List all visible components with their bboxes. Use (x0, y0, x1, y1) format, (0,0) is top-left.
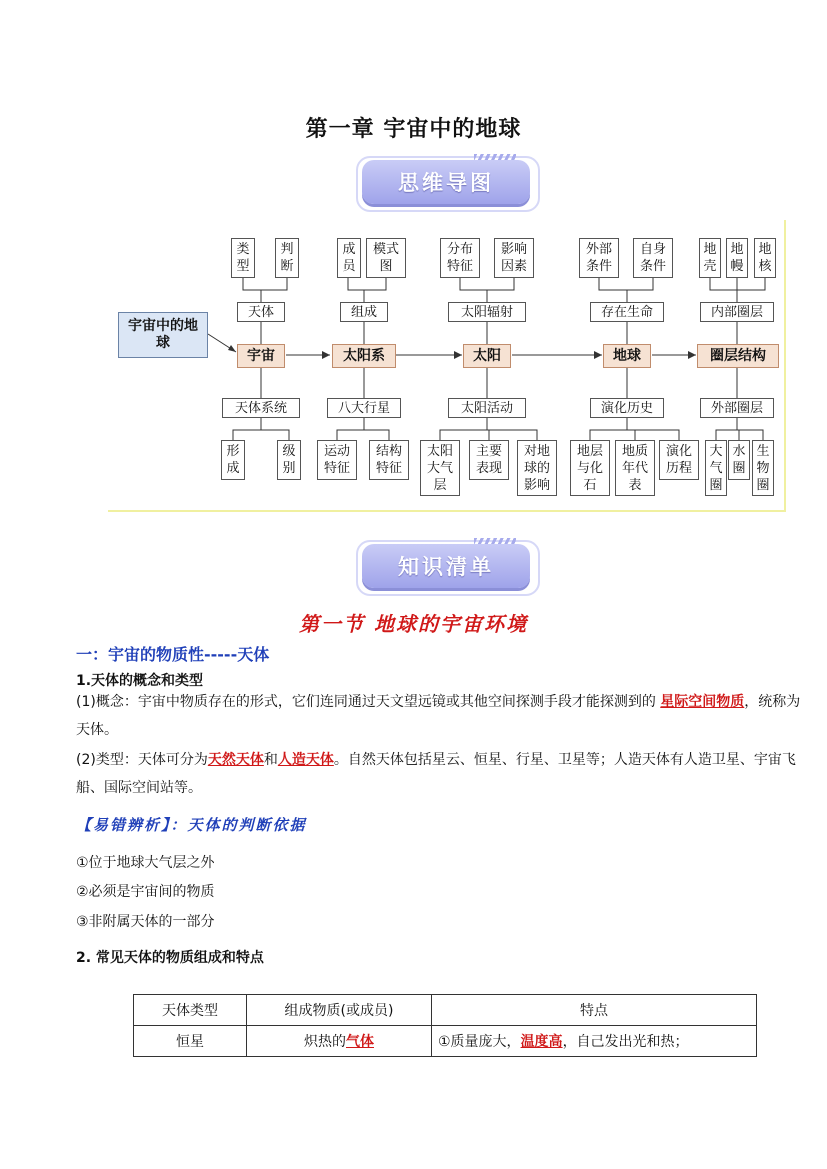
subheading-celestial-body: 1.天体的概念和类型 (76, 673, 204, 689)
cell-text: 炽热的 (304, 1034, 346, 1050)
types-paragraph (76, 746, 806, 802)
mid-node: 天体系统 (222, 398, 300, 418)
leaf-node: 地层 与化 石 (570, 440, 610, 496)
main-node-solar-system: 太阳系 (332, 344, 396, 368)
types-text: (2)类型：天体可分为 (76, 752, 208, 768)
leaf-node: 判 断 (275, 238, 299, 278)
mid-node: 内部圈层 (700, 302, 774, 322)
tip-title: 【易错辨析】：天体的判断依据 (76, 816, 307, 834)
leaf-node: 地质 年代 表 (615, 440, 655, 496)
mid-node: 组成 (340, 302, 388, 322)
criteria-item: ②必须是宇宙间的物质 (76, 884, 215, 900)
celestial-table (133, 994, 757, 1057)
concept-paragraph (76, 688, 806, 744)
section-title: 第一节 地球的宇宙环境 (299, 612, 528, 636)
leaf-node: 自身 条件 (633, 238, 673, 278)
leaf-node: 结构 特征 (369, 440, 409, 480)
leaf-node: 外部 条件 (579, 238, 619, 278)
concept-text: (1)概念：宇宙中物质存在的形式，它们连同通过天文望远镜或其他空间探测手段才能探测到的 (76, 694, 661, 710)
main-node-spheres: 圈层结构 (697, 344, 779, 368)
criteria-item: ①位于地球大气层之外 (76, 855, 215, 871)
cell-text: ①质量庞大， (438, 1034, 521, 1050)
table-cell (247, 1026, 432, 1057)
chapter-title: 第一章 宇宙中的地球 (305, 117, 522, 142)
mid-node: 天体 (237, 302, 285, 322)
leaf-node: 地 核 (754, 238, 776, 278)
leaf-node: 形 成 (221, 440, 245, 480)
mindmap-root: 宇宙中的地 球 (118, 312, 208, 358)
table-header: 天体类型 (134, 995, 247, 1026)
criteria-item: ③非附属天体的一部分 (76, 914, 215, 930)
main-node-earth: 地球 (603, 344, 651, 368)
leaf-node: 成 员 (337, 238, 361, 278)
cell-text: ，自己发出光和热； (562, 1034, 689, 1050)
leaf-node: 地 壳 (699, 238, 721, 278)
highlight-term: 温度高 (520, 1034, 563, 1050)
mindmap (0, 0, 827, 520)
leaf-node: 大 气 圈 (705, 440, 727, 496)
leaf-node: 模式 图 (366, 238, 406, 278)
leaf-node: 太阳 大气 层 (420, 440, 460, 496)
leaf-node: 地 幔 (726, 238, 748, 278)
subheading-composition: 2. 常见天体的物质组成和特点 (76, 950, 264, 966)
mid-node: 八大行星 (327, 398, 401, 418)
table-row (134, 1026, 757, 1057)
mid-node: 太阳辐射 (448, 302, 526, 322)
table-cell (432, 1026, 757, 1057)
highlight-term: 星际空间物质 (660, 694, 745, 710)
highlight-term: 气体 (346, 1034, 374, 1050)
mid-node: 演化历史 (590, 398, 664, 418)
types-text: 。自然天体包括星云、恒星、行星、卫星等；人造天体有人造卫星、宇宙飞船、国际空间站等。 (76, 752, 796, 796)
main-node-sun: 太阳 (463, 344, 511, 368)
leaf-node: 演化 历程 (659, 440, 699, 480)
mid-node: 外部圈层 (700, 398, 774, 418)
types-text: 和 (263, 752, 278, 768)
table-header: 特点 (432, 995, 757, 1026)
leaf-node: 级 别 (277, 440, 301, 480)
highlight-term: 人造天体 (277, 752, 334, 768)
mindmap-banner: 思维导图 (362, 160, 530, 204)
leaf-node: 运动 特征 (317, 440, 357, 480)
leaf-node: 对地 球的 影响 (517, 440, 557, 496)
table-header: 组成物质(或成员) (247, 995, 432, 1026)
table-header-row (134, 995, 757, 1026)
mid-node: 存在生命 (590, 302, 664, 322)
table-cell: 恒星 (134, 1026, 247, 1057)
main-node-universe: 宇宙 (237, 344, 285, 368)
leaf-node: 分布 特征 (440, 238, 480, 278)
heading-universe-materiality: 一：宇宙的物质性-----天体 (76, 645, 270, 664)
mid-node: 太阳活动 (448, 398, 526, 418)
leaf-node: 主要 表现 (469, 440, 509, 480)
leaf-node: 水 圈 (728, 440, 750, 480)
leaf-node: 影响 因素 (494, 238, 534, 278)
leaf-node: 类 型 (231, 238, 255, 278)
concept-text: ，统称为天体。 (76, 694, 801, 738)
highlight-term: 天然天体 (207, 752, 264, 768)
knowledge-banner: 知识清单 (362, 544, 530, 588)
leaf-node: 生 物 圈 (752, 440, 774, 496)
